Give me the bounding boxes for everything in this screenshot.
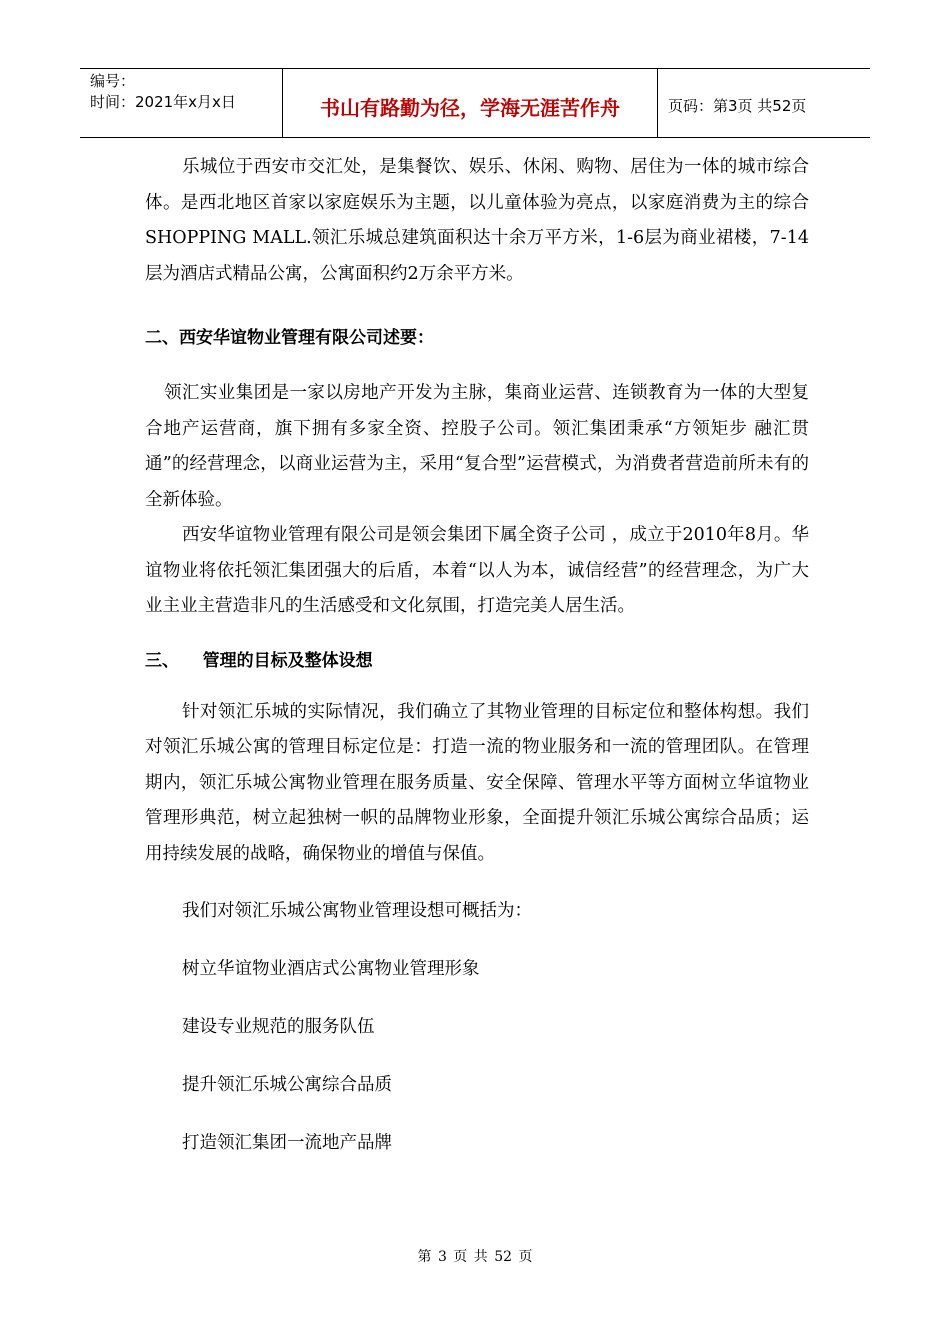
section-3-paragraph-1: 针对领汇乐城的实际情况，我们确立了其物业管理的目标定位和整体构想。我们对领汇乐城公寓的管理目标定位是：打造一流的物业服务和一流的管理团队。在管理期内，领汇乐城公寓物业管理在服务质量、安全保障、管理水平等方面树立华谊物业管理形典范，树立起独树一帜的品牌物业形象，全面提升领汇乐城公寓综合品质；运用持续发展的战略，确保物业的增值与保值。 xyxy=(145,701,809,864)
header-meta xyxy=(80,69,282,137)
header-motto: 书山有路勤为径，学海无涯苦作舟 xyxy=(320,95,620,120)
document-body xyxy=(145,150,809,1155)
document-date-label: 时间：2021年x月x日 xyxy=(90,93,236,111)
section-3-heading: 三、 管理的目标及整体设想 xyxy=(145,650,373,671)
goal-list-item: 树立华谊物业酒店式公寓物业管理形象 xyxy=(182,959,480,979)
goal-list-item: 打造领汇集团一流地产品牌 xyxy=(182,1133,392,1153)
page-footer: 第 3 页 共 52 页 xyxy=(417,1249,533,1265)
header-motto-cell xyxy=(282,69,658,137)
header-page-number: 页码：第3页 共52页 xyxy=(668,96,807,115)
section-2-paragraph-1: 领汇实业集团是一家以房地产开发为主脉，集商业运营、连锁教育为一体的大型复合地产运营商，旗下拥有多家全资、控股子公司。领汇集团秉承“方领矩步 融汇贯通”的经营理念，以商业运营为主，采用“复合型”运营模式，为消费者营造前所未有的全新体验。 xyxy=(145,383,809,510)
section-2-paragraph-2: 西安华谊物业管理有限公司是领会集团下属全资子公司 ，成立于2010年8月。华谊物业将依托领汇集团强大的后盾，本着“以人为本，诚信经营”的经营理念，为广大业主业主营造非凡的生活感受和文化氛围，打造完美人居生活。 xyxy=(145,525,809,616)
goal-list-item: 提升领汇乐城公寓综合品质 xyxy=(182,1075,392,1095)
section-3-paragraph-2: 我们对领汇乐城公寓物业管理设想可概括为： xyxy=(182,901,532,921)
header-page-cell xyxy=(658,69,870,137)
section-2-heading: 二、西安华谊物业管理有限公司述要： xyxy=(145,328,434,348)
page-header xyxy=(80,68,870,138)
intro-paragraph: 乐城位于西安市交汇处，是集餐饮、娱乐、休闲、购物、居住为一体的城市综合体。是西北地区首家以家庭娱乐为主题，以儿童体验为亮点，以家庭消费为主的综合SHOPPING MALL.领汇乐城总建筑面积达十余万平方米，1-6层为商业裙楼，7-14层为酒店式精品公寓，公寓面积约2万余平方米。 xyxy=(145,157,809,284)
goal-list-item: 建设专业规范的服务队伍 xyxy=(182,1017,375,1037)
document-number-label: 编号： xyxy=(90,72,136,90)
